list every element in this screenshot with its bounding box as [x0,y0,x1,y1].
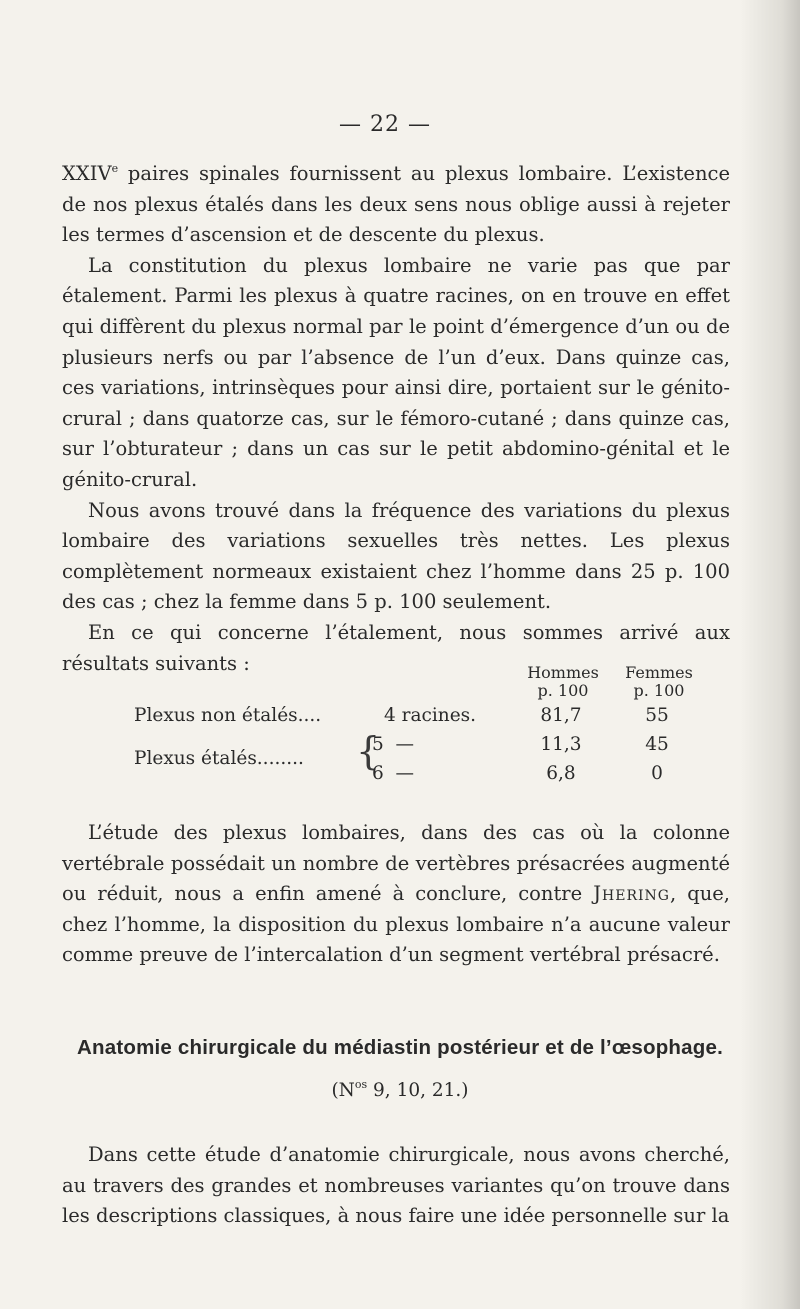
body-text-middle [62,818,730,971]
paragraph-2: La constitution du plexus lombaire ne varie pas que par étalement. Parmi les plexus à quatre racines, on en trouve en effet qui diffèrent du plexus normal par le point d’émergence d’un ou de plusieurs nerfs ou par l’absence de l’un d’eux. Dans quinze cas, ces variations, intrinsèques pour ainsi dire, portaient sur le génito-crural ; dans quatorze cas, sur le fémoro-cutané ; dans quinze cas, sur l’obturateur ; dans un cas sur le petit abdomino-génital et le génito-crural. [62,253,730,491]
row-roots-5: 5 — [372,734,415,755]
header-femmes-unit: p. 100 [633,681,685,700]
page-number: — 22 — [339,112,431,137]
section-reference: ($N^{os}$ 9, 10, 21.) [331,1078,469,1101]
body-text-top [62,159,730,679]
row-label-etales: Plexus étalés........ [134,748,304,769]
paragraph-5: L’étude des plexus lombaires, dans des cas où la colonne vertébrale possédait un nombre de vertèbres présacrées augmenté ou réduit, nous a enfin amené à conclure, contre Jhering, que, chez l’homme, la disposition du plexus lombaire n’a aucune valeur comme preuve de l’intercalation d’un segment vertébral présacré. [62,821,730,967]
page-edge-shadow [740,0,800,1309]
row-femmes-5: 45 [645,734,669,755]
header-hommes: Hommes [527,663,599,682]
row-femmes-4: 55 [645,705,669,726]
row-roots-4: 4 racines. [384,705,477,726]
row-hommes-5: 11,3 [540,734,582,755]
paragraph-1: XXIVe paires spinales fournissent au plexus lombaire. L’existence de nos plexus étalés dans les deux sens nous oblige aussi à rejeter les termes d’ascension et de descente du plexus. [62,162,730,247]
author-name: Jhering [593,882,670,906]
row-femmes-6: 0 [651,763,663,784]
row-hommes-6: 6,8 [546,763,576,784]
paragraph-3: Nous avons trouvé dans la fréquence des variations du plexus lombaire des variations sexuelles très nettes. Les plexus complètement normeaux existaient chez l’homme dans 25 p. 100 des cas ; chez la femme dans 5 p. 100 seulement. [62,498,730,614]
row-roots-6: 6 — [372,763,415,784]
row-hommes-4: 81,7 [540,705,582,726]
paragraph-4: En ce qui concerne l’étalement, nous sommes arrivé aux résultats suivants : [62,620,730,675]
body-text-bottom [62,1140,730,1232]
brace: { [356,729,381,773]
header-femmes: Femmes [625,663,693,682]
paragraph-6: Dans cette étude d’anatomie chirurgicale, nous avons cherché, au travers des grandes et nombreuses variantes qu’on trouve dans les descriptions classiques, à nous faire une idée personnelle sur la [62,1143,730,1228]
row-label-non-etales: Plexus non étalés.... [134,705,322,726]
header-hommes-unit: p. 100 [537,681,589,700]
section-title: Anatomie chirurgicale du médiastin postérieur et de l’œsophage. [77,1036,723,1059]
